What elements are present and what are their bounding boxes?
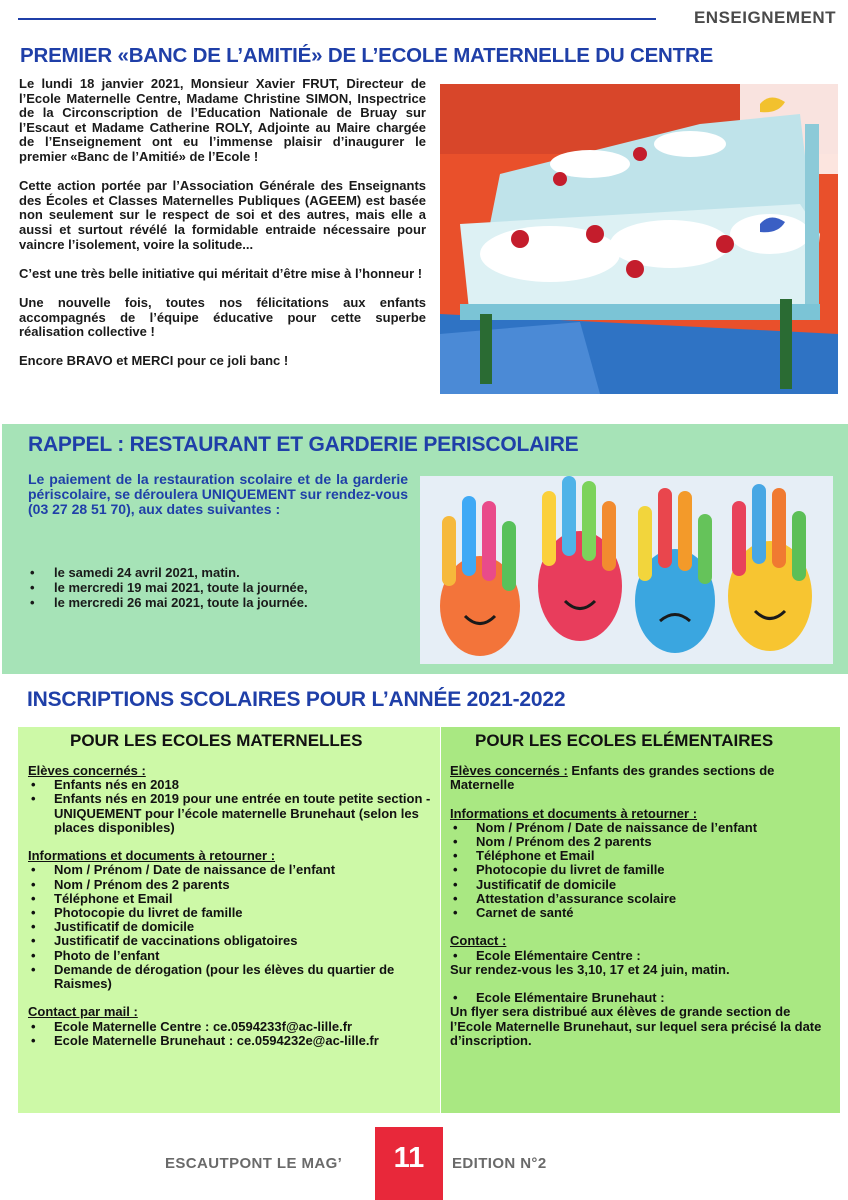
article-paragraph: Une nouvelle fois, toutes nos félicitations aux enfants accompagnés de l’équipe éducative pour cette superbe réalisation collective ! <box>19 294 426 340</box>
centre-text: Sur rendez-vous les 3,10, 17 et 24 juin, matin. <box>450 961 730 977</box>
list-item: • le mercredi 19 mai 2021, toute la journée, <box>28 580 408 595</box>
section-tag: ENSEIGNEMENT <box>693 8 836 27</box>
list-item: • Ecole Maternelle Brunehaut : ce.0594232e@ac-lille.fr <box>28 1034 438 1048</box>
list-item: • Téléphone et Email <box>450 849 830 863</box>
bench-photo <box>440 84 838 394</box>
list-item: • Nom / Prénom / Date de naissance de l’enfant <box>450 821 830 835</box>
list-item: • Téléphone et Email <box>28 892 438 906</box>
magazine-name: ESCAUTPONT LE MAG’ <box>165 1155 343 1172</box>
list-item: • Ecole Maternelle Centre : ce.0594233f@ac-lille.fr <box>28 1020 438 1034</box>
list-item: • le mercredi 26 mai 2021, toute la journée. <box>28 595 408 610</box>
article-paragraph: Cette action portée par l’Association Générale des Enseignants des Écoles et Classes Maternelles Publiques (AGEEM) est basée non seulement sur le respect de soi et des autres, mais elle a aussi et surtout révélé la formidable entraide nécessaire pour vaincre l’isolement, voire la solitude... <box>19 178 426 252</box>
eleves-list <box>28 778 438 835</box>
docs-label: Informations et documents à retourner : <box>28 848 276 864</box>
list-item: • Attestation d’assurance scolaire <box>450 892 830 906</box>
page-number: 11 <box>393 1142 425 1174</box>
docs-list <box>28 863 438 991</box>
article-paragraph: C’est une très belle initiative qui méritait d’être mise à l’honneur ! <box>19 265 423 281</box>
list-item: • Justificatif de vaccinations obligatoires <box>28 934 438 948</box>
contact-list-2 <box>450 991 830 1005</box>
docs-list <box>450 821 830 920</box>
elementaires-content <box>450 764 830 1048</box>
list-item: • Nom / Prénom des 2 parents <box>450 835 830 849</box>
maternelles-content <box>28 764 438 1048</box>
list-item: • Ecole Elémentaire Centre : <box>450 949 830 963</box>
eleves-line <box>450 764 830 792</box>
article-body <box>19 77 426 369</box>
article-title: PREMIER «BANC DE L’AMITIÉ» DE L’ECOLE MATERNELLE DU CENTRE <box>20 44 714 67</box>
contact-label: Contact : <box>450 933 507 949</box>
contact-list <box>28 1020 438 1048</box>
eleves-label: Elèves concernés : <box>450 763 568 778</box>
list-item: • Photocopie du livret de famille <box>28 906 438 920</box>
list-item: • Photo de l’enfant <box>28 949 438 963</box>
article-paragraph: Encore BRAVO et MERCI pour ce joli banc ! <box>19 353 289 369</box>
list-item: • Nom / Prénom des 2 parents <box>28 878 438 892</box>
painted-hands-photo <box>420 476 833 664</box>
elementaires-title: POUR LES ECOLES ELÉMENTAIRES <box>475 731 774 750</box>
inscriptions-title: INSCRIPTIONS SCOLAIRES POUR L’ANNÉE 2021-2022 <box>27 688 566 711</box>
list-item: • Photocopie du livret de famille <box>450 863 830 877</box>
rappel-title: RAPPEL : RESTAURANT ET GARDERIE PERISCOLAIRE <box>28 433 579 456</box>
list-item: • Justificatif de domicile <box>450 878 830 892</box>
rappel-body: Le paiement de la restauration scolaire et de la garderie périscolaire, se déroulera UNIQUEMENT sur rendez-vous (03 27 28 51 70), aux dates suivantes : <box>28 471 408 518</box>
brunehaut-text: Un flyer sera distribué aux élèves de grande section de l’Ecole Maternelle Brunehaut, sur lequel sera précisé la date d’inscription. <box>450 1004 822 1048</box>
list-item: • Enfants nés en 2019 pour une entrée en toute petite section - UNIQUEMENT pour l’école maternelle Brunehaut (selon les places disponibles) <box>28 792 438 835</box>
eleves-label: Elèves concernés : <box>28 763 146 778</box>
list-item: • Demande de dérogation (pour les élèves du quartier de Raismes) <box>28 963 438 991</box>
list-item: • le samedi 24 avril 2021, matin. <box>28 565 408 580</box>
list-item: • Nom / Prénom / Date de naissance de l’enfant <box>28 863 438 877</box>
docs-label: Informations et documents à retourner : <box>450 805 698 821</box>
eleves-text: Enfants des grandes sections de Maternelle <box>450 763 775 793</box>
list-item: • Justificatif de domicile <box>28 920 438 934</box>
header-rule <box>18 18 656 20</box>
list-item: • Ecole Elémentaire Brunehaut : <box>450 991 830 1005</box>
article-paragraph: Le lundi 18 janvier 2021, Monsieur Xavier FRUT, Directeur de l’Ecole Maternelle Centre, Madame Christine SIMON, Inspectrice de la Circonscription de l’Education Nationale de Bruay sur l’Escaut et Madame Catherine ROLY, Adjointe au Maire chargée de l’Enseignement ont eu l’immense plaisir d’inaugurer le premier «Banc de l’Amitié» de l’Ecole ! <box>19 76 426 164</box>
contact-label: Contact par mail : <box>28 1004 138 1020</box>
edition-label: EDITION N°2 <box>452 1155 547 1172</box>
list-item: • Enfants nés en 2018 <box>28 778 438 792</box>
rappel-dates <box>28 565 408 610</box>
list-item: • Carnet de santé <box>450 906 830 920</box>
contact-list <box>450 949 830 963</box>
maternelles-title: POUR LES ECOLES MATERNELLES <box>70 731 363 750</box>
